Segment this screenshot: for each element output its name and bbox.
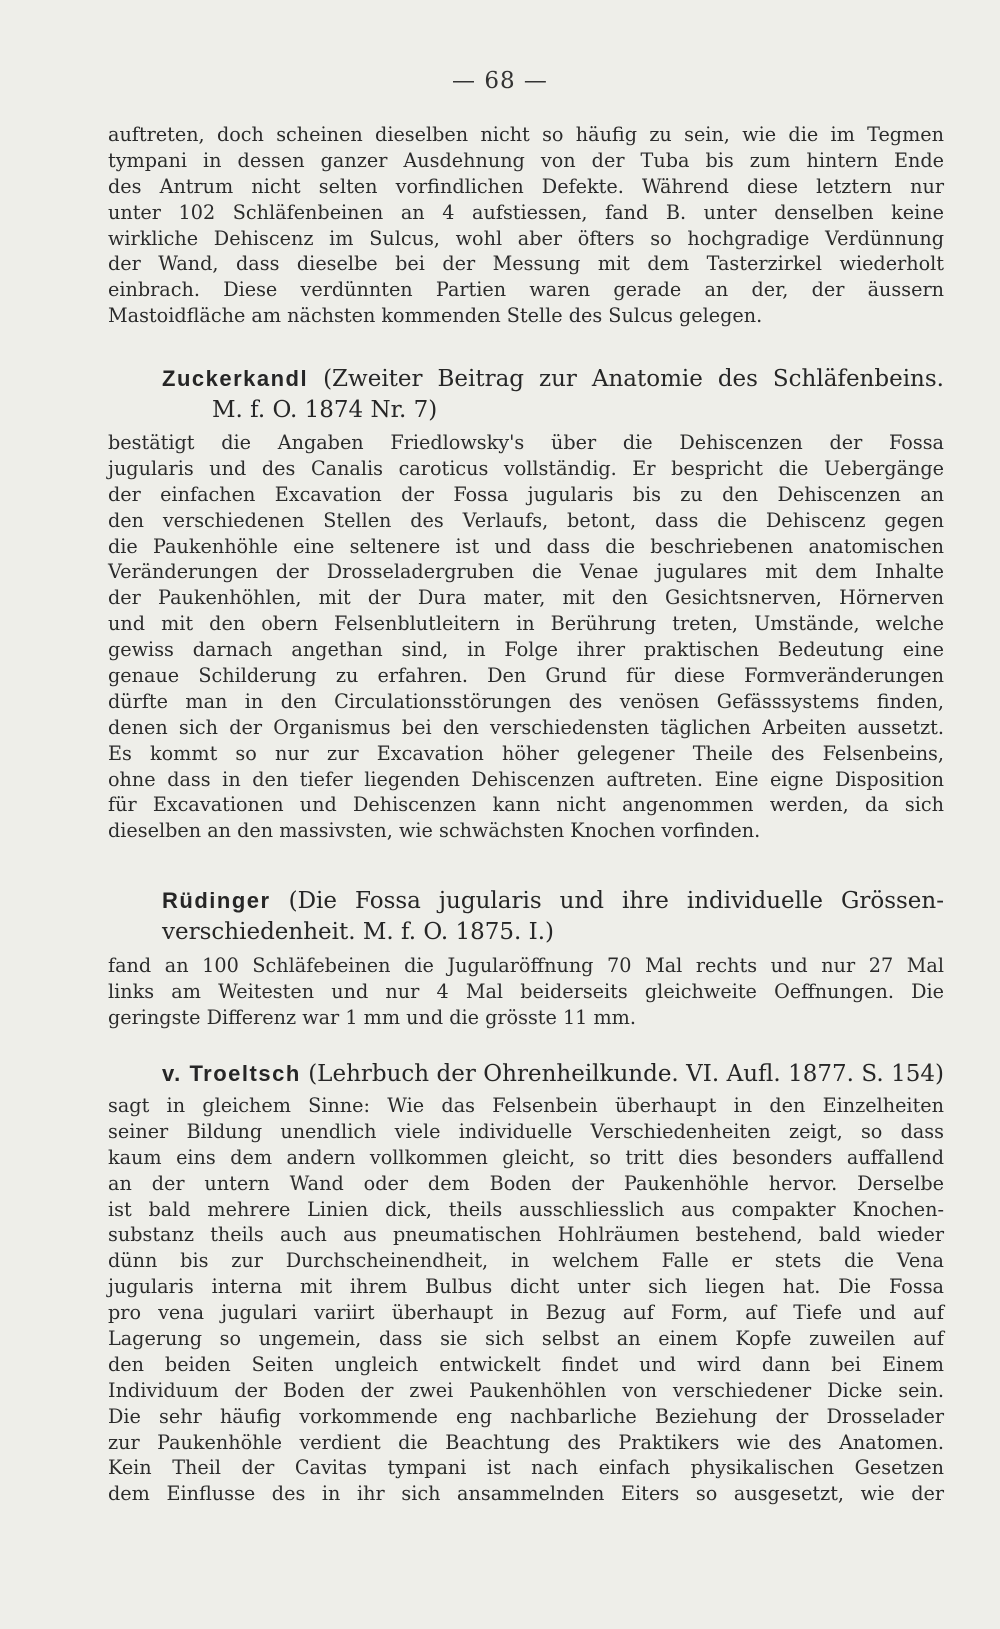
text-line: dieselben an den massivsten, wie schwächsten Knochen vorfinden. [108, 819, 761, 843]
text-line: der Paukenhöhlen, mit der Dura mater, mit den Gesichtsnerven, Hörnerven [108, 586, 944, 610]
text-line: fand an 100 Schläfebeinen die Jugularöffnung 70 Mal rechts und nur 27 Mal [108, 954, 944, 977]
text-line: dem Einflusse des in ihr sich ansammelnden Eiters so ausgesetzt, wie der [108, 1482, 944, 1506]
text-line: denen sich der Organismus bei den verschiedensten täglichen Arbeiten aussetzt. [108, 715, 944, 739]
text-line: tympani in dessen ganzer Ausdehnung von der Tuba bis zum hintern Ende [108, 148, 944, 172]
text-line: den beiden Seiten ungleich entwickelt findet und wird dann bei Einem [108, 1352, 944, 1376]
text-line: kaum eins dem andern vollkommen gleicht, so tritt dies besonders auffallend [108, 1145, 944, 1169]
author-name: Zuckerkandl [162, 366, 309, 391]
text-line: der einfachen Excavation der Fossa jugularis bis zu den Dehiscenzen an [108, 482, 944, 506]
text-line: Kein Theil der Cavitas tympani ist nach einfach physikalischen Gesetzen [108, 1456, 944, 1480]
text-line: Individuum der Boden der zwei Paukenhöhlen von verschiedener Dicke sein. [108, 1378, 944, 1402]
citation-text: M. f. O. 1874 Nr. 7) [212, 397, 438, 423]
citation-text: (Zweiter Beitrag zur Anatomie des Schläfenbeins. [308, 366, 944, 392]
text-line: dürfte man in den Circulationsstörungen des venösen Gefässsystems finden, [108, 689, 944, 713]
text-line: pro vena jugulari variirt überhaupt in Bezug auf Form, auf Tiefe und auf [108, 1301, 944, 1325]
section-heading-ruedinger-cont [162, 917, 554, 947]
section-heading-ruedinger [162, 886, 944, 916]
paragraph-troeltsch [108, 1093, 944, 1507]
text-line: gewiss darnach angethan sind, in Folge ihrer praktischen Bedeutung eine [108, 638, 944, 662]
text-line: links am Weitesten und nur 4 Mal beiderseits gleichweite Oeffnungen. Die [108, 979, 944, 1003]
text-line: dünn bis zur Durchscheinendheit, in welchem Falle er stets die Vena [108, 1249, 944, 1273]
text-line: Lagerung so ungemein, dass sie sich selbst an einem Kopfe zuweilen auf [108, 1327, 944, 1351]
citation-text: (Die Fossa jugularis und ihre individuelle Grössen- [270, 888, 944, 914]
text-line: ist bald mehrere Linien dick, theils ausschliesslich aus compakter Knochen- [108, 1197, 944, 1221]
text-line: Die sehr häufig vorkommende eng nachbarliche Beziehung der Drosselader [108, 1404, 944, 1428]
text-line: wirkliche Dehiscenz im Sulcus, wohl aber öfters so hochgradige Verdünnung [108, 226, 944, 250]
text-line: jugularis und des Canalis caroticus vollständig. Er bespricht die Uebergänge [108, 456, 944, 480]
citation-text: (Lehrbuch der Ohrenheilkunde. VI. Aufl. 1877. S. 154) [300, 1061, 944, 1087]
text-line: genaue Schilderung zu erfahren. Den Grund für diese Formveränderungen [108, 664, 944, 688]
text-line: den verschiedenen Stellen des Verlaufs, betont, dass die Dehiscenz gegen [108, 508, 944, 532]
text-line: an der untern Wand oder dem Boden der Paukenhöhle hervor. Derselbe [108, 1171, 944, 1195]
text-line: sagt in gleichem Sinne: Wie das Felsenbein überhaupt in den Einzelheiten [108, 1094, 944, 1117]
text-line: jugularis interna mit ihrem Bulbus dicht unter sich liegen hat. Die Fossa [108, 1275, 944, 1299]
text-line: unter 102 Schläfenbeinen an 4 aufstiessen, fand B. unter denselben keine [108, 200, 944, 224]
author-name: v. Troeltsch [162, 1061, 301, 1086]
text-line: die Paukenhöhle eine seltenere ist und dass die beschriebenen anatomischen [108, 534, 944, 558]
section-heading-zuckerkandl [162, 364, 944, 394]
paragraph-intro [108, 122, 944, 329]
text-line: auftreten, doch scheinen dieselben nicht so häufig zu sein, wie die im Tegmen [108, 123, 944, 146]
text-line: geringste Differenz war 1 mm und die grösste 11 mm. [108, 1005, 636, 1029]
text-line: ohne dass in den tiefer liegenden Dehiscenzen auftreten. Eine eigne Disposition [108, 767, 944, 791]
paragraph-ruedinger [108, 953, 944, 1031]
text-line: substanz theils auch aus pneumatischen Hohlräumen bestehend, bald wieder [108, 1223, 944, 1247]
text-line: des Antrum nicht selten vorfindlichen Defekte. Während diese letztern nur [108, 174, 944, 198]
text-line: seiner Bildung unendlich viele individuelle Verschiedenheiten zeigt, so dass [108, 1119, 944, 1143]
citation-text: verschiedenheit. M. f. O. 1875. I.) [162, 919, 554, 945]
section-heading-zuckerkandl-cont [212, 395, 437, 425]
author-name: Rüdinger [162, 888, 271, 913]
paragraph-zuckerkandl [108, 430, 944, 844]
text-line: bestätigt die Angaben Friedlowsky's über die Dehiscenzen der Fossa [108, 431, 944, 454]
text-line: Mastoidfläche am nächsten kommenden Stelle des Sulcus gelegen. [108, 304, 763, 328]
text-line: Veränderungen der Drosseladergruben die Venae jugulares mit dem Inhalte [108, 560, 944, 584]
text-line: und mit den obern Felsenblutleitern in Berührung treten, Umstände, welche [108, 612, 944, 636]
section-heading-troeltsch [162, 1059, 944, 1089]
page-number: — 68 — [452, 68, 548, 94]
text-line: für Excavationen und Dehiscenzen kann nicht angenommen werden, da sich [108, 793, 944, 817]
text-line: Es kommt so nur zur Excavation höher gelegener Theile des Felsenbeins, [108, 741, 944, 765]
text-line: einbrach. Diese verdünnten Partien waren gerade an der, der äussern [108, 278, 944, 302]
text-line: zur Paukenhöhle verdient die Beachtung des Praktikers wie des Anatomen. [108, 1430, 944, 1454]
text-line: der Wand, dass dieselbe bei der Messung mit dem Tasterzirkel wiederholt [108, 252, 944, 276]
